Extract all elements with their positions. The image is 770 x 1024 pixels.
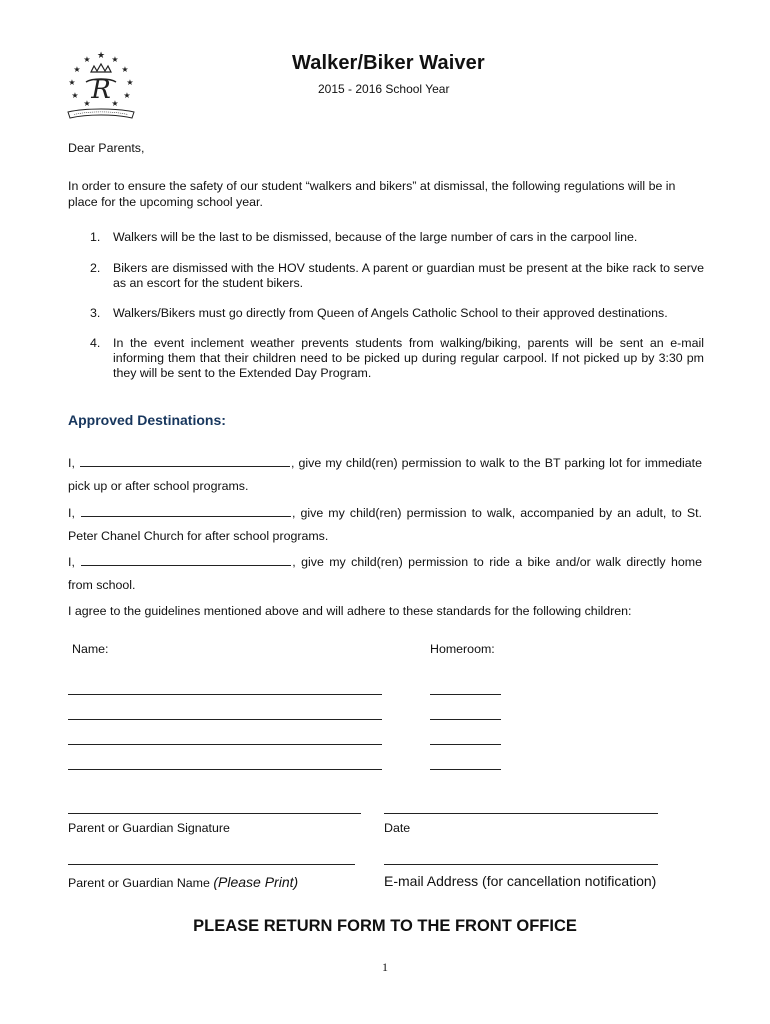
svg-text:★: ★ xyxy=(68,78,76,87)
list-number: 4. xyxy=(90,336,101,350)
list-number: 3. xyxy=(90,306,101,320)
signature-line[interactable] xyxy=(68,813,361,814)
child-name-line[interactable] xyxy=(68,744,382,745)
printed-name-label-text: Parent or Guardian Name xyxy=(68,876,210,890)
destination-text: , give my child(ren) permission to walk, accompanied by an adult, to St. Peter Chanel Church for after school programs. xyxy=(68,506,702,543)
agreement-statement: I agree to the guidelines mentioned above and will adhere to these standards for the following children: xyxy=(68,604,632,618)
list-text: Bikers are dismissed with the HOV students. A parent or guardian must be present at the bike rack to serve as an escort for the student bikers. xyxy=(113,261,704,290)
return-notice: PLEASE RETURN FORM TO THE FRONT OFFICE xyxy=(193,917,577,935)
svg-text:★: ★ xyxy=(121,65,129,74)
svg-text:R: R xyxy=(91,75,111,105)
destination-prefix: I, xyxy=(68,506,75,520)
list-item xyxy=(90,306,704,321)
homeroom-line[interactable] xyxy=(430,769,501,770)
svg-text:★: ★ xyxy=(83,55,91,64)
parent-name-blank-3[interactable] xyxy=(81,554,291,566)
destination-prefix: I, xyxy=(68,456,75,470)
svg-text:★: ★ xyxy=(126,78,134,87)
regulations-list xyxy=(90,230,704,397)
greeting: Dear Parents, xyxy=(68,141,145,155)
svg-text:★: ★ xyxy=(96,51,106,61)
child-name-line[interactable] xyxy=(68,694,382,695)
list-number: 2. xyxy=(90,261,101,275)
school-year: 2015 - 2016 School Year xyxy=(318,82,450,96)
homeroom-label: Homeroom: xyxy=(430,642,495,656)
email-line[interactable] xyxy=(384,864,658,865)
list-text: In the event inclement weather prevents students from walking/biking, parents will be sent an e-mail informing them that their children need to be picked up during regular carpool. If not picked up by 3:30 pm they will be sent to the Extended Day Program. xyxy=(113,336,704,380)
svg-text:★: ★ xyxy=(111,55,119,64)
child-name-line[interactable] xyxy=(68,719,382,720)
list-item xyxy=(90,336,704,381)
please-print-hint: (Please Print) xyxy=(213,874,299,890)
svg-text:★: ★ xyxy=(73,65,81,74)
destination-text: , give my child(ren) permission to walk to the BT parking lot for immediate pick up or after school programs. xyxy=(68,456,702,493)
destination-st-peter-chanel xyxy=(68,502,702,548)
email-label: E-mail Address (for cancellation notification) xyxy=(384,873,657,889)
destination-text: , give my child(ren) permission to ride a bike and/or walk directly home from school. xyxy=(68,555,702,592)
svg-text:★: ★ xyxy=(111,99,119,108)
homeroom-line[interactable] xyxy=(430,719,501,720)
printed-name-label xyxy=(68,874,298,890)
list-text: Walkers will be the last to be dismissed, because of the large number of cars in the carpool line. xyxy=(113,230,638,244)
list-item xyxy=(90,230,704,245)
destination-home xyxy=(68,551,702,597)
printed-name-line[interactable] xyxy=(68,864,355,865)
homeroom-line[interactable] xyxy=(430,744,501,745)
approved-destinations-heading: Approved Destinations: xyxy=(68,412,226,428)
homeroom-line[interactable] xyxy=(430,694,501,695)
signature-label: Parent or Guardian Signature xyxy=(68,821,230,835)
parent-name-blank-2[interactable] xyxy=(81,505,291,517)
school-crest-icon xyxy=(60,48,142,126)
page-number: 1 xyxy=(382,960,388,974)
date-line[interactable] xyxy=(384,813,658,814)
destination-prefix: I, xyxy=(68,555,75,569)
destination-bt-parking xyxy=(68,452,702,498)
list-text: Walkers/Bikers must go directly from Queen of Angels Catholic School to their approved destinations. xyxy=(113,306,668,320)
svg-text:★: ★ xyxy=(83,99,91,108)
page-title: Walker/Biker Waiver xyxy=(292,52,485,74)
child-name-label: Name: xyxy=(72,642,109,656)
list-number: 1. xyxy=(90,230,101,244)
parent-name-blank-1[interactable] xyxy=(80,455,290,467)
svg-text:★: ★ xyxy=(123,91,131,100)
list-item xyxy=(90,261,704,291)
child-name-line[interactable] xyxy=(68,769,382,770)
svg-text:★: ★ xyxy=(71,91,79,100)
intro-paragraph: In order to ensure the safety of our student “walkers and bikers” at dismissal, the following regulations will be in place for the upcoming school year. xyxy=(68,179,676,209)
date-label: Date xyxy=(384,821,411,835)
